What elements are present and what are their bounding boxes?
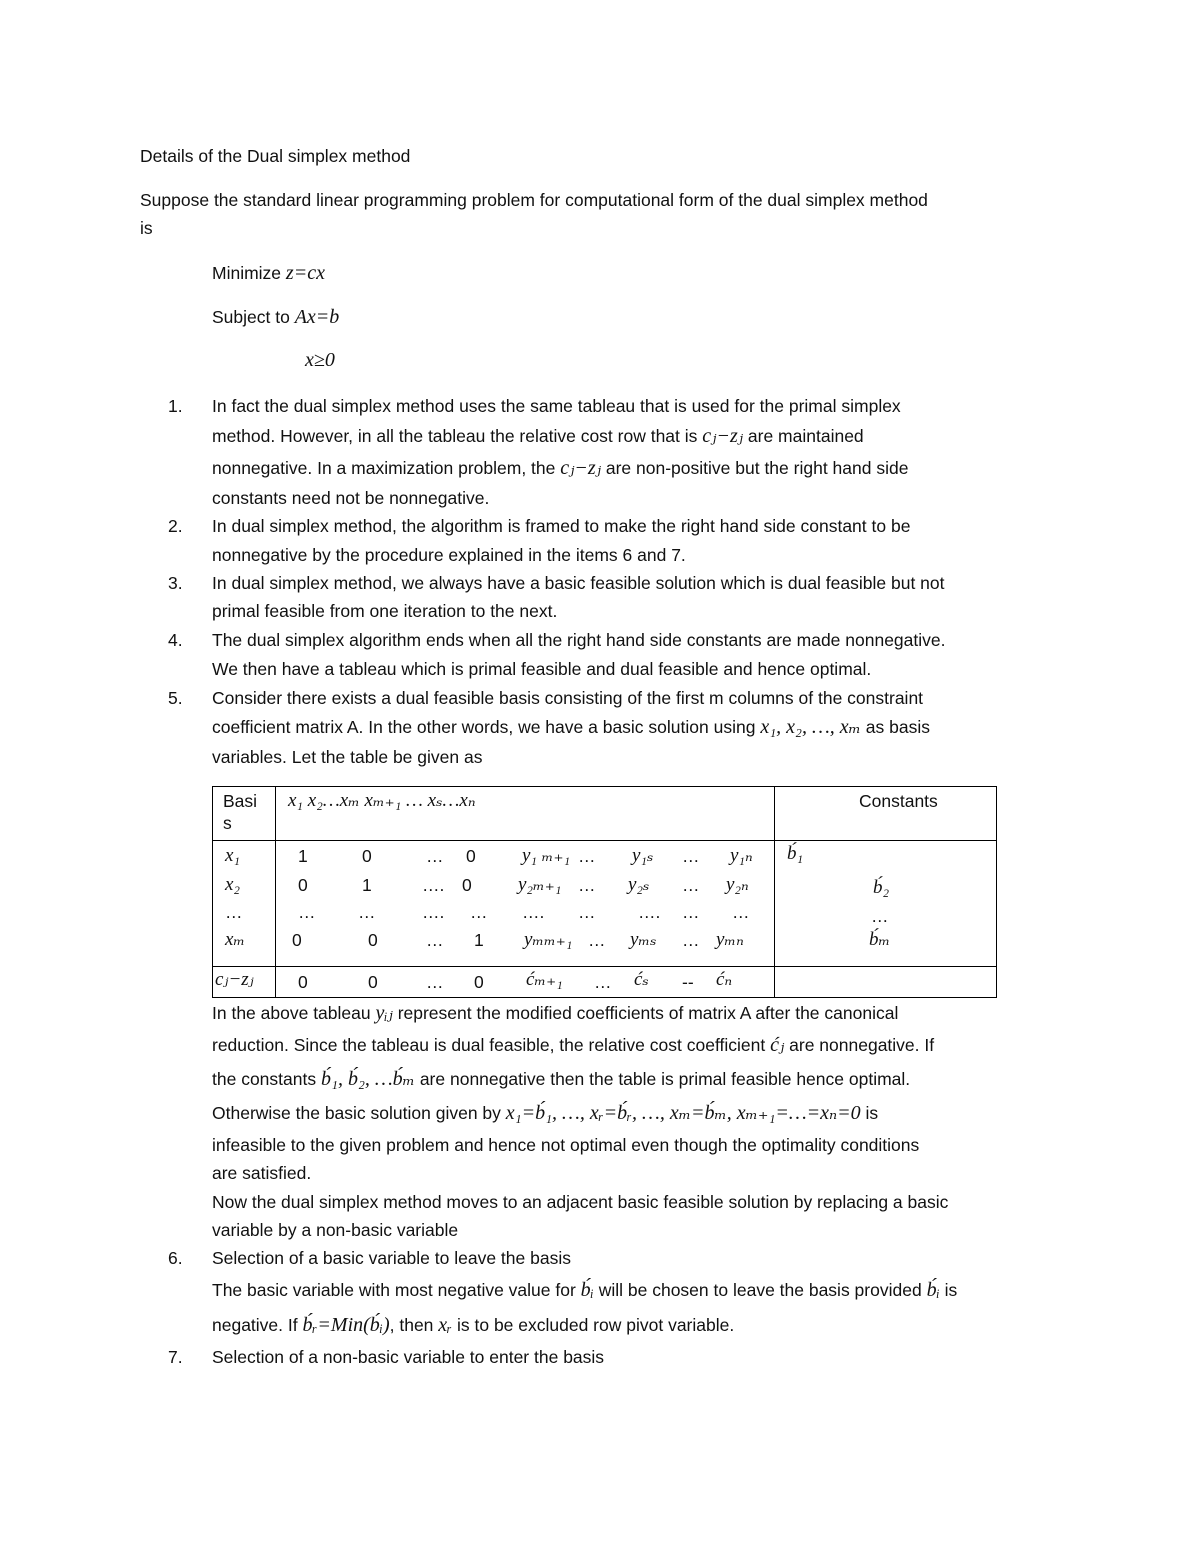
item-1-line-1: In fact the dual simplex method uses the same tableau that is used for the primal simplex (212, 396, 901, 416)
item-4-line-1: The dual simplex algorithm ends when all the right hand side constants are made nonnegative. (212, 630, 946, 650)
objective-line: Minimize z=cx (212, 262, 325, 284)
item-4-line-2: We then have a tableau which is primal feasible and dual feasible and hence optimal. (212, 659, 872, 679)
table-cell: ćₙ (716, 969, 733, 990)
table-cell: yₘₘ₊₁ (524, 929, 573, 950)
after-table-line-2: reduction. Since the tableau is dual feasible, the relative cost coefficient ćⱼ are nonnegative. If (212, 1034, 935, 1056)
intro-line-1: Suppose the standard linear programming problem for computational form of the dual simplex method (140, 190, 928, 210)
table-cell: 0 (466, 846, 476, 866)
table-cell: … (470, 902, 488, 922)
item-1-line-3: nonnegative. In a maximization problem, the cⱼ−zⱼ are non-positive but the right hand side (212, 457, 909, 479)
table-cell: 0 (298, 875, 308, 895)
table-cell: ćₛ (634, 969, 649, 990)
table-cell: 0 (298, 972, 308, 992)
table-cell: 0 (474, 972, 484, 992)
table-cell: 1 (298, 846, 308, 866)
table-cell: … (578, 875, 596, 895)
table-cell: … (588, 930, 606, 950)
after-table-line-4: Otherwise the basic solution given by x₁=b́₁, …, xᵣ=b́ᵣ, …, xₘ=b́ₘ, xₘ₊₁=…=xₙ=0 is (212, 1102, 879, 1124)
list-number-7: 7. (168, 1347, 183, 1367)
table-cell: y₁ₙ (730, 845, 753, 866)
table-cell: …. (422, 875, 445, 895)
objective-expression: z=cx (285, 262, 325, 284)
basis-header-cell: Basi s (213, 787, 276, 841)
item-6-line-1: Selection of a basic variable to leave the basis (212, 1248, 571, 1268)
item-5-line-1: Consider there exists a dual feasible basis consisting of the first m columns of the constraint (212, 688, 924, 708)
table-cell: … (682, 902, 700, 922)
after-table-line-5: infeasible to the given problem and hence not optimal even though the optimality conditions (212, 1135, 920, 1155)
nonnegativity-line: x≥0 (305, 349, 335, 371)
table-cell: …. (422, 902, 445, 922)
table-cell: … (578, 846, 596, 866)
variables-header-cell: x₁ x₂…xₘ xₘ₊₁ … xₛ…xₙ (276, 787, 775, 841)
cost-row-label-cell (213, 967, 276, 998)
table-cell: 0 (292, 930, 302, 950)
table-cell: … (594, 972, 612, 992)
table-cell: 0 (368, 972, 378, 992)
list-number-2: 2. (168, 516, 183, 536)
item-1-line-2: method. However, in all the tableau the relative cost row that is cⱼ−zⱼ are maintained (212, 425, 864, 447)
constants-column (775, 841, 997, 967)
table-cell: … (682, 846, 700, 866)
list-number-1: 1. (168, 396, 183, 416)
item-2-line-1: In dual simplex method, the algorithm is framed to make the right hand side constant to be (212, 516, 911, 536)
basis-var-ellipsis: … (225, 902, 243, 922)
table-cell: … (426, 930, 444, 950)
cost-row-label: cⱼ−zⱼ (215, 969, 254, 990)
constant-b1: b́₁ (787, 843, 804, 864)
after-table-line-8: variable by a non-basic variable (212, 1220, 459, 1240)
table-cell: … (298, 902, 316, 922)
table-cell: 1 (362, 875, 372, 895)
item-3-line-2: primal feasible from one iteration to the next. (212, 601, 558, 621)
table-cell: 0 (362, 846, 372, 866)
table-cell: y₂ₙ (726, 874, 749, 895)
table-cell: yₘₙ (716, 929, 744, 950)
item-3-line-1: In dual simplex method, we always have a basic feasible solution which is dual feasible but not (212, 573, 945, 593)
simplex-tableau (212, 786, 997, 998)
page-title: Details of the Dual simplex method (140, 146, 411, 166)
item-6-line-2: The basic variable with most negative value for b́ᵢ will be chosen to leave the basis provided b́ᵢ is (212, 1279, 958, 1301)
after-table-line-6: are satisfied. (212, 1163, 312, 1183)
table-cell: … (426, 972, 444, 992)
table-cell: … (682, 875, 700, 895)
item-5-line-2: coefficient matrix A. In the other words, we have a basic solution using x₁, x₂, …, xₘ as basis (212, 716, 930, 738)
constant-bm: b́ₘ (869, 929, 891, 950)
table-cell: -- (682, 972, 694, 992)
basis-var-2: x₂ (225, 874, 241, 895)
table-cell: y₂ₘ₊₁ (518, 874, 562, 895)
constants-header-cell: Constants (775, 787, 997, 841)
basis-column (213, 841, 276, 967)
table-cell: y₁ₛ (632, 845, 654, 866)
table-cell: …. (522, 902, 545, 922)
after-table-line-1: In the above tableau yᵢⱼ represent the modified coefficients of matrix A after the canonical (212, 1002, 899, 1024)
table-cell: … (682, 930, 700, 950)
item-6-line-3: negative. If b́ᵣ=Min(b́ᵢ), then xᵣ is to be excluded row pivot variable. (212, 1314, 735, 1336)
item-5-line-3: variables. Let the table be given as (212, 747, 483, 767)
list-number-3: 3. (168, 573, 183, 593)
after-table-line-3: the constants b́₁, b́₂, …b́ₘ are nonnegative then the table is primal feasible hence optimal. (212, 1068, 911, 1090)
table-cell: … (732, 902, 750, 922)
table-cell: 0 (462, 875, 472, 895)
list-number-5: 5. (168, 688, 183, 708)
constant-b2: b́₂ (873, 877, 890, 898)
cost-row-constant-cell (775, 967, 997, 998)
list-number-4: 4. (168, 630, 183, 650)
coefficient-block (276, 841, 775, 967)
after-table-line-7: Now the dual simplex method moves to an adjacent basic feasible solution by replacing a basic (212, 1192, 949, 1212)
item-2-line-2: nonnegative by the procedure explained in the items 6 and 7. (212, 545, 686, 565)
constraint-expression: Ax=b (294, 306, 340, 328)
table-cell: 0 (368, 930, 378, 950)
table-cell: ćₘ₊₁ (526, 969, 563, 990)
intro-line-2: is (140, 218, 153, 238)
table-cell: y₁ ₘ₊₁ (522, 845, 571, 866)
constraint-line: Subject to Ax=b (212, 306, 340, 328)
cost-row-values (276, 967, 775, 998)
table-cell: … (358, 902, 376, 922)
table-cell: 1 (474, 930, 484, 950)
item-7-line-1: Selection of a non-basic variable to enter the basis (212, 1347, 605, 1367)
basis-variables-expr: x₁, x₂, …, xₘ (760, 716, 861, 738)
table-cell: y₂ₛ (628, 874, 650, 895)
table-cell: … (578, 902, 596, 922)
list-number-6: 6. (168, 1248, 183, 1268)
basis-var-m: xₘ (225, 929, 246, 950)
table-cell: … (426, 846, 444, 866)
relative-cost-expr: cⱼ−zⱼ (560, 457, 601, 479)
table-cell: …. (638, 902, 661, 922)
basis-var-1: x₁ (225, 845, 241, 866)
table-cell: yₘₛ (630, 929, 657, 950)
constant-ellipsis: … (871, 906, 889, 926)
item-1-line-4: constants need not be nonnegative. (212, 488, 490, 508)
relative-cost-expr: cⱼ−zⱼ (702, 425, 744, 447)
